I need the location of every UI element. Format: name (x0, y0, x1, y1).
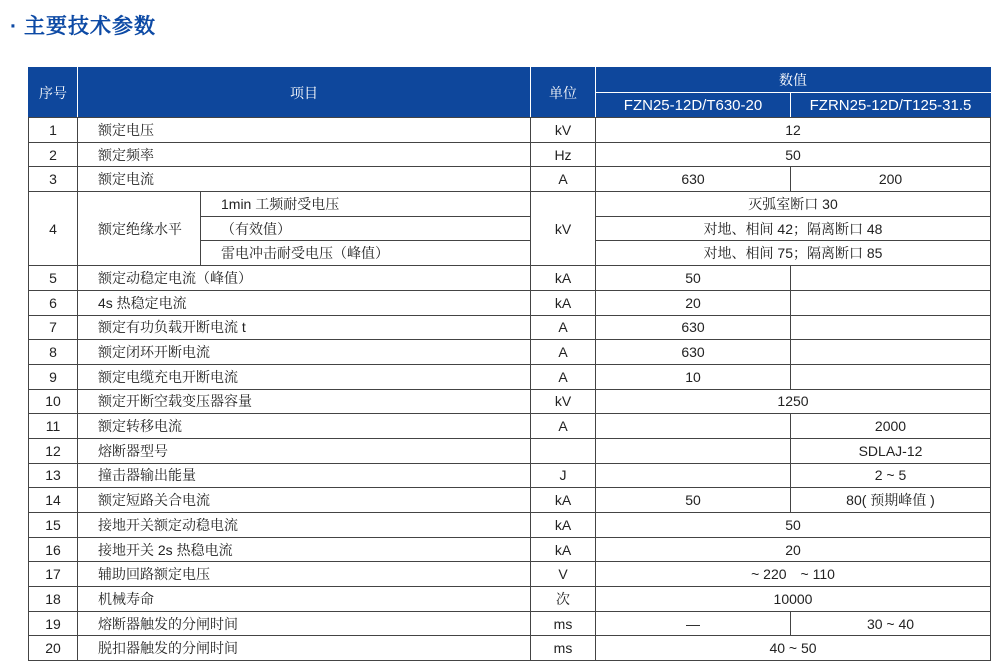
table-row (29, 315, 991, 340)
cell-unit: kV (531, 389, 596, 414)
table-row (29, 389, 991, 414)
cell-no: 2 (29, 142, 78, 167)
cell-value: 630 (596, 340, 791, 365)
cell-value: 2 ~ 5 (791, 463, 991, 488)
cell-item: 机械寿命 (78, 587, 531, 612)
cell-item: 额定电流 (78, 167, 531, 192)
table-row (29, 142, 991, 167)
cell-value (791, 290, 991, 315)
cell-value: 50 (596, 513, 991, 538)
cell-no: 10 (29, 389, 78, 414)
cell-value (791, 315, 991, 340)
col-header-no: 序号 (29, 68, 78, 118)
cell-no: 6 (29, 290, 78, 315)
cell-no: 4 (29, 192, 78, 266)
cell-value: 200 (791, 167, 991, 192)
table-row (29, 167, 991, 192)
cell-unit: Hz (531, 142, 596, 167)
cell-no: 12 (29, 438, 78, 463)
table-row (29, 587, 991, 612)
table-row (29, 537, 991, 562)
cell-unit: A (531, 315, 596, 340)
cell-no: 1 (29, 118, 78, 143)
cell-unit (531, 438, 596, 463)
cell-item: 额定动稳定电流（峰值） (78, 266, 531, 291)
cell-value (596, 438, 791, 463)
cell-unit: ms (531, 611, 596, 636)
table-row (29, 192, 991, 217)
col-header-model-2: FZRN25-12D/T125-31.5 (791, 93, 991, 118)
table-row (29, 364, 991, 389)
cell-unit: kA (531, 488, 596, 513)
cell-value: 630 (596, 315, 791, 340)
cell-item: 额定转移电流 (78, 414, 531, 439)
cell-value: 12 (596, 118, 991, 143)
table-row (29, 340, 991, 365)
cell-no: 9 (29, 364, 78, 389)
cell-subitem: 雷电冲击耐受电压（峰值） (201, 241, 531, 266)
cell-no: 16 (29, 537, 78, 562)
parameters-table (28, 67, 991, 661)
col-header-model-1: FZN25-12D/T630-20 (596, 93, 791, 118)
cell-unit: A (531, 167, 596, 192)
cell-unit: kA (531, 290, 596, 315)
cell-no: 17 (29, 562, 78, 587)
cell-subitem: （有效值） (201, 216, 531, 241)
cell-no: 19 (29, 611, 78, 636)
cell-unit: J (531, 463, 596, 488)
table-row (29, 414, 991, 439)
cell-value: SDLAJ-12 (791, 438, 991, 463)
cell-unit: A (531, 364, 596, 389)
cell-value: 1250 (596, 389, 991, 414)
cell-unit: kA (531, 537, 596, 562)
cell-value: ~ 220 ~ 110 (596, 562, 991, 587)
page-title (10, 10, 1000, 40)
table-header-row-1 (29, 68, 991, 93)
cell-value: 2000 (791, 414, 991, 439)
cell-item: 额定电缆充电开断电流 (78, 364, 531, 389)
cell-item: 接地开关 2s 热稳电流 (78, 537, 531, 562)
cell-no: 7 (29, 315, 78, 340)
cell-item: 额定绝缘水平 (78, 192, 201, 266)
cell-item: 脱扣器触发的分闸时间 (78, 636, 531, 661)
cell-item: 额定频率 (78, 142, 531, 167)
cell-value: 50 (596, 142, 991, 167)
cell-item: 额定短路关合电流 (78, 488, 531, 513)
table-row (29, 562, 991, 587)
page (0, 10, 1000, 670)
cell-value: — (596, 611, 791, 636)
cell-value (791, 340, 991, 365)
table-row (29, 118, 991, 143)
cell-value: 630 (596, 167, 791, 192)
cell-item: 4s 热稳定电流 (78, 290, 531, 315)
cell-unit: kA (531, 266, 596, 291)
cell-value: 20 (596, 290, 791, 315)
cell-value: 40 ~ 50 (596, 636, 991, 661)
title-text: 主要技术参数 (24, 15, 156, 38)
cell-value (791, 266, 991, 291)
table-row (29, 438, 991, 463)
cell-subitem: 1min 工频耐受电压 (201, 192, 531, 217)
cell-item: 接地开关额定动稳电流 (78, 513, 531, 538)
cell-unit: kV (531, 118, 596, 143)
col-header-unit: 单位 (531, 68, 596, 118)
table-row (29, 513, 991, 538)
cell-value: 灭弧室断口 30 (596, 192, 991, 217)
cell-item: 额定闭环开断电流 (78, 340, 531, 365)
cell-value (596, 414, 791, 439)
cell-no: 15 (29, 513, 78, 538)
cell-item: 额定电压 (78, 118, 531, 143)
cell-value: 50 (596, 488, 791, 513)
cell-value: 10 (596, 364, 791, 389)
cell-item: 熔断器触发的分闸时间 (78, 611, 531, 636)
cell-value: 对地、相间 75；隔离断口 85 (596, 241, 991, 266)
cell-item: 额定开断空载变压器容量 (78, 389, 531, 414)
cell-no: 3 (29, 167, 78, 192)
table-body (29, 118, 991, 661)
cell-value: 30 ~ 40 (791, 611, 991, 636)
cell-unit: 次 (531, 587, 596, 612)
cell-value: 20 (596, 537, 991, 562)
cell-item: 撞击器输出能量 (78, 463, 531, 488)
cell-value: 80( 预期峰值 ) (791, 488, 991, 513)
table-row (29, 611, 991, 636)
col-header-item: 项目 (78, 68, 531, 118)
cell-unit: V (531, 562, 596, 587)
cell-no: 5 (29, 266, 78, 291)
cell-value: 50 (596, 266, 791, 291)
cell-unit: A (531, 340, 596, 365)
cell-value: 10000 (596, 587, 991, 612)
cell-value (596, 463, 791, 488)
table-header (29, 68, 991, 118)
cell-unit: kA (531, 513, 596, 538)
cell-unit: ms (531, 636, 596, 661)
cell-unit: kV (531, 192, 596, 266)
table-row (29, 636, 991, 661)
cell-value (791, 364, 991, 389)
cell-no: 11 (29, 414, 78, 439)
cell-item: 辅助回路额定电压 (78, 562, 531, 587)
table-row (29, 266, 991, 291)
cell-no: 18 (29, 587, 78, 612)
cell-no: 14 (29, 488, 78, 513)
table-row (29, 463, 991, 488)
table-row (29, 290, 991, 315)
table-row (29, 488, 991, 513)
cell-item: 熔断器型号 (78, 438, 531, 463)
cell-no: 20 (29, 636, 78, 661)
col-header-value: 数值 (596, 68, 991, 93)
cell-item: 额定有功负载开断电流 t (78, 315, 531, 340)
cell-value: 对地、相间 42；隔离断口 48 (596, 216, 991, 241)
cell-no: 13 (29, 463, 78, 488)
cell-no: 8 (29, 340, 78, 365)
title-bullet: · (10, 15, 18, 38)
cell-unit: A (531, 414, 596, 439)
